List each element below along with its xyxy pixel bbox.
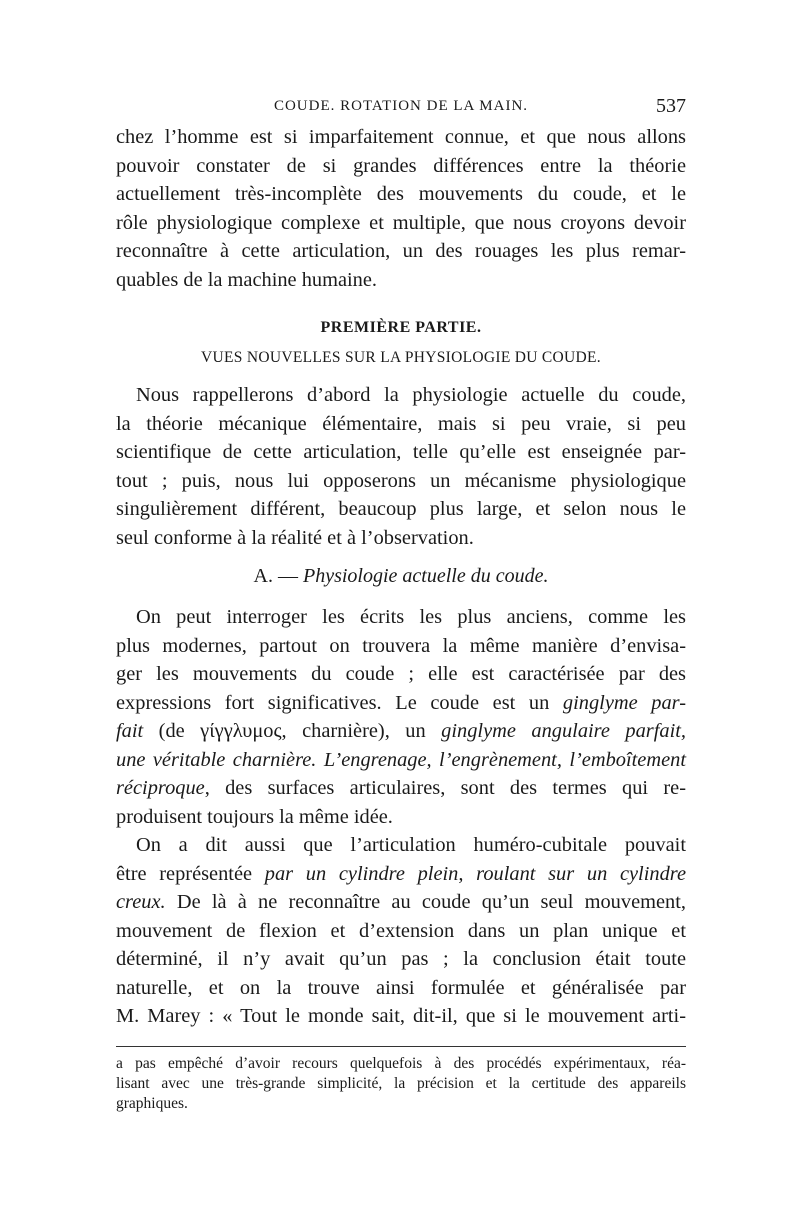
text-run: expressions fort significatives. Le coude est un <box>116 691 563 714</box>
footnote-line: lisant avec une très-grande simplicité, la précision et la certitude des appareils <box>116 1075 686 1092</box>
text-line: scientifique de cette articulation, telle qu’elle est enseignée par- <box>116 441 686 463</box>
text-line: reconnaître à cette articulation, un des rouages les plus remar- <box>116 240 686 262</box>
subsection-heading <box>116 562 686 590</box>
part-title: PREMIÈRE PARTIE. <box>320 319 482 336</box>
page-header <box>116 96 686 120</box>
text-line: singulièrement différent, beaucoup plus large, et selon nous le <box>116 498 686 520</box>
text-line: seul conforme à la réalité et à l’observation. <box>116 526 474 549</box>
text-run: De là à ne reconnaître au coude qu’un seul mouvement, <box>165 891 686 913</box>
page-body <box>116 123 686 1031</box>
text-line: On peut interroger les écrits les plus anciens, comme les <box>136 606 686 628</box>
subsection-title: Physiologie actuelle du coude. <box>302 565 549 587</box>
italic-run: creux. <box>116 891 166 913</box>
text-line: tout ; puis, nous lui opposerons un mécanisme physiologique <box>116 469 686 492</box>
text-line: mouvement de flexion et d’extension dans un plan unique et <box>116 919 686 942</box>
section-title: VUES NOUVELLES SUR LA PHYSIOLOGIE DU COUDE. <box>201 349 601 366</box>
text-line: une véritable charnière. L’engrenage, l’engrènement, l’emboîtement <box>116 748 686 771</box>
text-line <box>116 689 686 718</box>
subsection-letter: A. — <box>253 565 303 587</box>
italic-run: par un cylindre plein, roulant sur un cylindre <box>264 862 687 885</box>
text-line: actuellement très-incomplète des mouvements du coude, et le <box>116 183 686 205</box>
text-line: plus modernes, partout on trouvera la même manière d’envisa- <box>116 634 686 657</box>
text-run: (de γίγγλυμος, charnière), un <box>143 720 442 742</box>
text-line <box>116 717 686 746</box>
running-title: COUDE. ROTATION DE LA MAIN. <box>273 98 529 114</box>
text-line: déterminé, il n’y avait qu’un pas ; la conclusion était toute <box>116 948 686 970</box>
text-line: pouvoir constater de si grandes différences entre la théorie <box>116 154 686 177</box>
italic-run: ginglyme par- <box>562 691 686 714</box>
text-line <box>116 774 686 803</box>
footnote-line: graphiques. <box>116 1095 188 1112</box>
text-line: la théorie mécanique élémentaire, mais si peu vraie, si peu <box>116 412 686 435</box>
text-line: ger les mouvements du coude ; elle est caractérisée par des <box>116 663 686 685</box>
text-line: produisent toujours la même idée. <box>116 805 393 828</box>
italic-run: ginglyme angulaire parfait, <box>441 720 686 742</box>
text-line: Nous rappellerons d’abord la physiologie actuelle du coude, <box>136 384 686 406</box>
text-line <box>116 860 686 889</box>
italic-run: réciproque <box>116 777 205 799</box>
text-run: être représentée <box>116 862 265 885</box>
text-line: chez l’homme est si imparfaitement connue, et que nous allons <box>116 126 686 148</box>
text-line <box>116 888 686 917</box>
footnote-line: a pas empêché d’avoir recours quelquefois à des procédés expérimentaux, réa- <box>116 1055 686 1072</box>
text-line: naturelle, et on la trouve ainsi formulée et généralisée par <box>116 976 686 999</box>
italic-run: fait <box>116 720 144 742</box>
text-line: rôle physiologique complexe et multiple, que nous croyons devoir <box>116 211 686 234</box>
text-run: , des surfaces articulaires, sont des termes qui re- <box>204 777 686 799</box>
footnote-divider <box>116 1046 686 1047</box>
text-line: quables de la machine humaine. <box>116 268 378 291</box>
text-line: M. Marey : « Tout le monde sait, dit-il, que si le mouvement arti- <box>116 1005 686 1027</box>
page-number: 537 <box>656 95 686 117</box>
footnote <box>116 1054 686 1114</box>
text-line: On a dit aussi que l’articulation huméro-cubitale pouvait <box>136 834 686 856</box>
